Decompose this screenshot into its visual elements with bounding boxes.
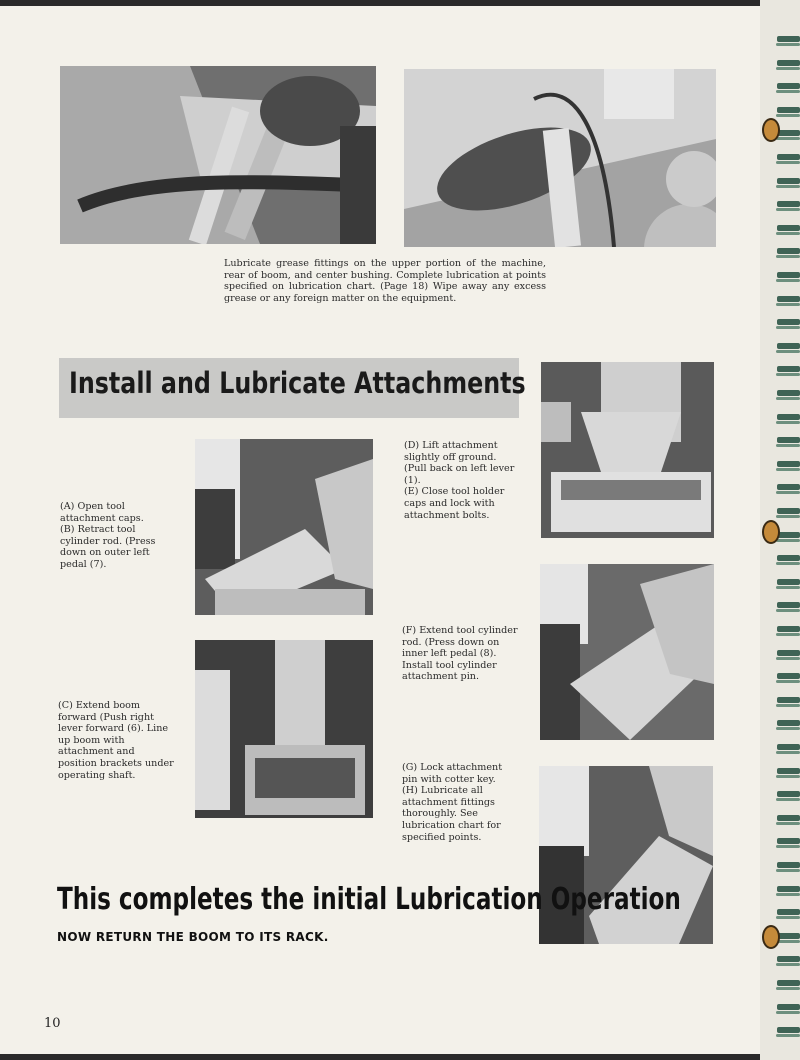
binding-coil-highlight	[776, 444, 800, 447]
binding-coil-highlight	[776, 727, 800, 730]
binding-coil-highlight	[776, 161, 800, 164]
binding-coil	[777, 579, 800, 585]
page-number: 10	[44, 1016, 61, 1031]
binding-coil-highlight	[776, 232, 800, 235]
binding-coil	[777, 461, 800, 467]
binding-coil	[777, 697, 800, 703]
punch-hole-bottom	[762, 925, 780, 949]
binding-coil	[777, 532, 800, 538]
binding-coil-highlight	[776, 421, 800, 424]
binding-coil	[777, 650, 800, 656]
binding-coil-highlight	[776, 279, 800, 282]
caption-step-f: (F) Extend tool cylinder rod. (Press down on inner left pedal (8). Install tool cylinder attachment pin.	[402, 625, 518, 683]
binding-coil-highlight	[776, 539, 800, 542]
binding-coil-highlight	[776, 869, 800, 872]
binding-coil	[777, 201, 800, 207]
caption-step-ab: (A) Open tool attachment caps. (B) Retract tool cylinder rod. (Press down on outer left pedal (7).	[60, 501, 156, 570]
binding-coil	[777, 83, 800, 89]
binding-coil-highlight	[776, 1034, 800, 1037]
binding-coil-highlight	[776, 751, 800, 754]
binding-coil-highlight	[776, 137, 800, 140]
caption-step-de: (D) Lift attachment slightly off ground. (Pull back on left lever (1). (E) Close tool holder caps and lock with attachment bolts.	[404, 440, 515, 521]
binding-coil-highlight	[776, 468, 800, 471]
binding-coil-highlight	[776, 397, 800, 400]
binding-coil	[777, 154, 800, 160]
binding-coil	[777, 720, 800, 726]
photo-rear-boom-bushing	[404, 69, 716, 247]
binding-coil-highlight	[776, 916, 800, 919]
binding-coil-highlight	[776, 562, 800, 565]
binding-coil	[777, 744, 800, 750]
binding-coil-highlight	[776, 775, 800, 778]
photo-upper-grease-fittings	[60, 66, 376, 244]
binding-coil	[777, 626, 800, 632]
binding-coil	[777, 909, 800, 915]
binding-coil-highlight	[776, 1011, 800, 1014]
binding-coil	[777, 1004, 800, 1010]
binding-coil-highlight	[776, 704, 800, 707]
binding-coil	[777, 933, 800, 939]
top-caption: Lubricate grease fittings on the upper portion of the machine, rear of boom, and center bushing. Complete lubrication at points specified on lubrication chart. (Page 18) Wipe away any excess grease or any foreign matter on the equipment.	[224, 258, 546, 304]
binding-coil	[777, 838, 800, 844]
binding-coil-highlight	[776, 114, 800, 117]
binding-coil	[777, 862, 800, 868]
binding-coil-highlight	[776, 657, 800, 660]
binding-coil	[777, 248, 800, 254]
binding-coil	[777, 343, 800, 349]
binding-coil-highlight	[776, 491, 800, 494]
binding-coil	[777, 508, 800, 514]
binding-coil	[777, 768, 800, 774]
binding-coil	[777, 107, 800, 113]
binding-coil	[777, 390, 800, 396]
binding-coil-highlight	[776, 893, 800, 896]
binding-coil-highlight	[776, 90, 800, 93]
punch-hole-top	[762, 118, 780, 142]
binding-coil-highlight	[776, 350, 800, 353]
binding-coil	[777, 178, 800, 184]
photo-step-de	[541, 362, 714, 538]
section-banner	[59, 358, 526, 418]
binding-coil	[777, 296, 800, 302]
binding-coil	[777, 60, 800, 66]
binding-coil	[777, 956, 800, 962]
photo-step-ab	[195, 439, 373, 615]
binding-coil-highlight	[776, 845, 800, 848]
binding-coil-highlight	[776, 515, 800, 518]
photo-step-c	[195, 640, 373, 818]
binding-coil	[777, 36, 800, 42]
binding-coil	[777, 1027, 800, 1033]
binding-coil	[777, 130, 800, 136]
binding-coil	[777, 225, 800, 231]
binding-coil	[777, 980, 800, 986]
binding-coil	[777, 272, 800, 278]
binding-coil	[777, 886, 800, 892]
binding-coil-highlight	[776, 633, 800, 636]
binding-coil-highlight	[776, 303, 800, 306]
binding-coil-highlight	[776, 963, 800, 966]
binding-coil-highlight	[776, 326, 800, 329]
caption-step-c: (C) Extend boom forward (Push right lever forward (6). Line up boom with attachment and position brackets under operating shaft.	[58, 700, 174, 781]
binding-coil	[777, 673, 800, 679]
binding-coil	[777, 414, 800, 420]
binding-coil	[777, 319, 800, 325]
binding-coil	[777, 602, 800, 608]
binding-coil	[777, 815, 800, 821]
binding-coil-highlight	[776, 67, 800, 70]
binding-coil-highlight	[776, 373, 800, 376]
binding-coil	[777, 555, 800, 561]
section-title: Install and Lubricate Attachments	[69, 366, 526, 400]
binding-coil	[777, 437, 800, 443]
binding-coil-highlight	[776, 185, 800, 188]
closing-title: This completes the initial Lubrication Operation	[57, 882, 681, 917]
punch-hole-middle	[762, 520, 780, 544]
closing-subtitle: NOW RETURN THE BOOM TO ITS RACK.	[57, 930, 329, 944]
binding-coil-highlight	[776, 208, 800, 211]
binding-coil-highlight	[776, 680, 800, 683]
binding-coil-highlight	[776, 798, 800, 801]
binding-coil	[777, 791, 800, 797]
binding-coil-highlight	[776, 987, 800, 990]
binding-coil	[777, 484, 800, 490]
binding-coil-highlight	[776, 586, 800, 589]
photo-step-gh	[539, 766, 713, 944]
photo-step-f	[540, 564, 714, 740]
binding-coil-highlight	[776, 255, 800, 258]
binding-coil-highlight	[776, 822, 800, 825]
binding-coil-highlight	[776, 43, 800, 46]
binding-coil-highlight	[776, 609, 800, 612]
caption-step-gh: (G) Lock attachment pin with cotter key. (H) Lubricate all attachment fittings thoroughly. See lubrication chart for specified points.	[402, 762, 503, 843]
binding-coil	[777, 366, 800, 372]
